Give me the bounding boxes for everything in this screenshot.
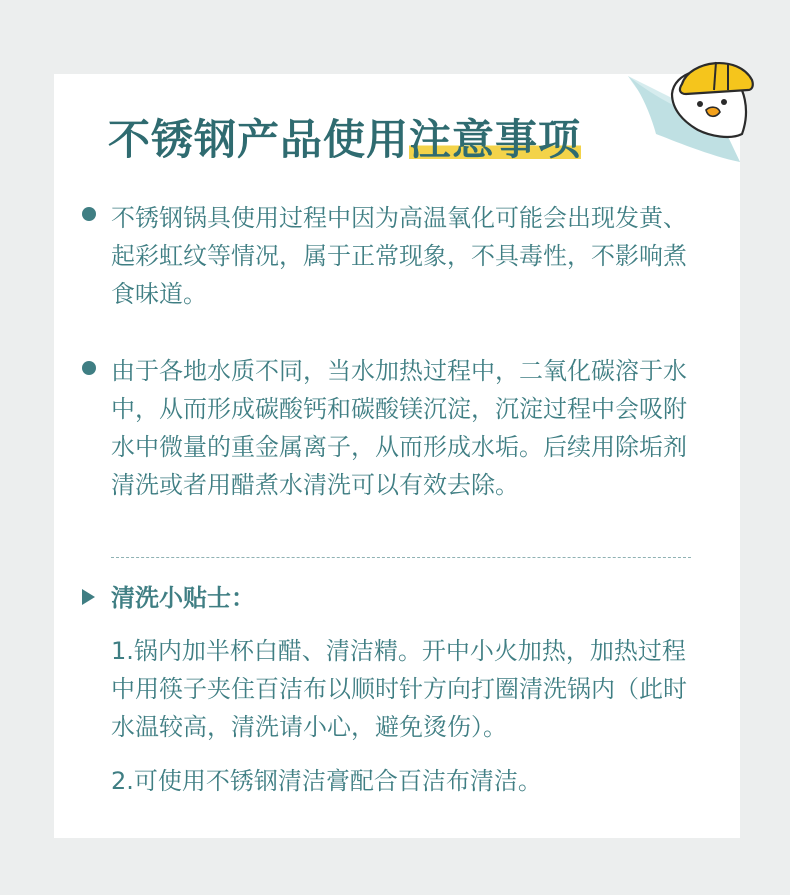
tip-item: 2.可使用不锈钢清洁膏配合百洁布清洁。: [111, 767, 542, 795]
dot-icon: [82, 207, 96, 221]
page-title: [108, 112, 581, 168]
tips-title: 清洗小贴士：: [111, 584, 255, 612]
title-main: 不锈钢产品使用: [108, 115, 410, 164]
point-paragraph: 由于各地水质不同，当水加热过程中，二氧化碳溶于水中，从而形成碳酸钙和碳酸镁沉淀，沉淀过程中会吸附水中微量的重金属离子，从而形成水垢。后续用除垢剂清洗或者用醋煮水清洗可以有效去除。: [111, 357, 687, 499]
point-paragraph: 不锈钢锅具使用过程中因为高温氧化可能会出现发黄、起彩虹纹等情况，属于正常现象，不具毒性，不影响煮食味道。: [111, 204, 687, 308]
dot-icon: [82, 361, 96, 375]
dashed-divider: [111, 557, 691, 558]
page-fold-mascot: [610, 60, 760, 180]
tip-item: 1.锅内加半杯白醋、清洁精。开中小火加热，加热过程中用筷子夹住百洁布以顺时针方向打圈清洗锅内（此时水温较高，清洗请小心，避免烫伤）。: [111, 637, 687, 741]
triangle-right-icon: [82, 589, 95, 605]
title-highlight: 注意事项: [409, 115, 582, 164]
